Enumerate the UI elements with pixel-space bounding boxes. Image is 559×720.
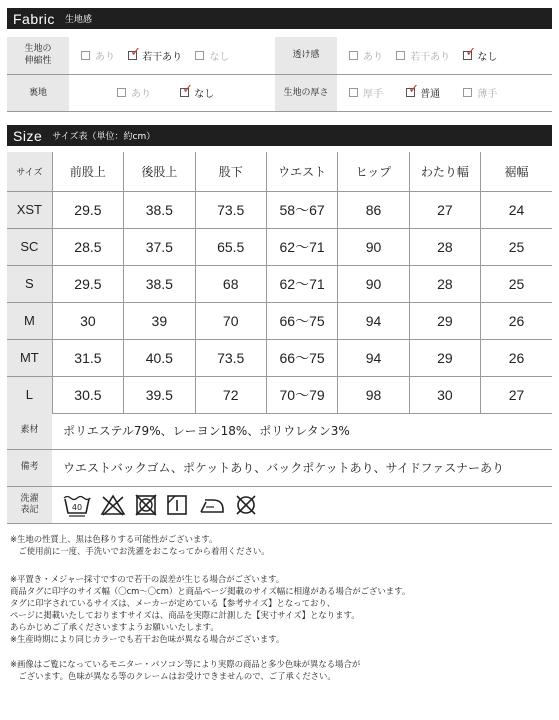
size-table-header-cell: サイズ (7, 152, 52, 191)
size-value-cell: 68 (195, 265, 266, 302)
size-value-cell: 30.5 (52, 376, 123, 413)
sheer-option-yes[interactable]: あり (349, 48, 383, 63)
no-bleach-icon (100, 494, 126, 516)
color-transfer-note: ※生地の性質上、黒は色移りする可能性がございます。 ご使用前に一度、手洗いでお洗濯をおこなってから着用ください。 (10, 534, 270, 556)
fabric-header-jp: 生地感 (64, 15, 92, 25)
stretch-options (69, 37, 275, 74)
size-header-en: Size (13, 127, 43, 144)
remarks-label: 備考 (7, 449, 52, 486)
size-value-cell: 26 (481, 302, 552, 339)
sheer-option-slight[interactable]: 若干あり (396, 48, 450, 63)
stretch-option-slight[interactable]: ✓ 若干あり (130, 44, 183, 63)
stretch-label: 生地の 伸縮性 (7, 37, 69, 74)
size-table-header-cell: 後股上 (124, 152, 195, 191)
size-value-cell: 98 (338, 376, 409, 413)
size-value-cell: 62〜71 (266, 265, 337, 302)
size-value-cell: 65.5 (195, 228, 266, 265)
size-table-row (7, 228, 552, 265)
size-table-header-cell: わたり幅 (409, 152, 480, 191)
size-value-cell: 28.5 (52, 228, 123, 265)
size-value-cell: 30 (409, 376, 480, 413)
size-value-cell: 72 (195, 376, 266, 413)
remarks-value: ウエストバックゴム、ポケットあり、バックポケットあり、サイドファスナーあり (52, 449, 552, 486)
sheer-options (337, 37, 552, 74)
size-value-cell: 31.5 (52, 339, 123, 376)
checkbox-icon (396, 51, 405, 60)
lining-option-no[interactable]: ✓ なし (182, 82, 215, 100)
info-table (7, 412, 552, 524)
no-tumble-dry-icon (135, 494, 157, 516)
thickness-option-thin[interactable]: 薄手 (463, 85, 497, 100)
thickness-label: 生地の厚さ (275, 74, 337, 111)
wash-40-icon (63, 493, 91, 517)
size-value-cell: 27 (409, 191, 480, 228)
size-label-cell: M (7, 302, 52, 339)
size-label-cell: XST (7, 191, 52, 228)
thickness-option-normal[interactable]: ✓ 普通 (408, 82, 441, 100)
checkbox-checked-icon: ✓ (182, 82, 194, 97)
checkbox-checked-icon: ✓ (465, 44, 477, 60)
size-table-row (7, 265, 552, 302)
monitor-color-note: ※画像はご覧になっているモニター・パソコン等により実際の商品と多少色味が異なる場合が ございます。色味が異なる等のクレームはお受けできませんので、ご了承ください。 (10, 659, 361, 681)
size-value-cell: 90 (338, 228, 409, 265)
size-value-cell: 28 (409, 265, 480, 302)
fabric-section-header (7, 8, 552, 29)
sheer-label: 透け感 (275, 37, 337, 74)
fabric-header-en: Fabric (13, 10, 55, 27)
size-section-header (7, 125, 552, 146)
checkbox-icon (195, 51, 204, 60)
size-value-cell: 38.5 (124, 191, 195, 228)
size-label-cell: SC (7, 228, 52, 265)
size-value-cell: 39.5 (124, 376, 195, 413)
checkbox-icon (349, 51, 358, 60)
size-table-row (7, 339, 552, 376)
size-value-cell: 70〜79 (266, 376, 337, 413)
size-value-cell: 70 (195, 302, 266, 339)
no-dry-clean-icon (234, 494, 258, 516)
size-table-row (7, 302, 552, 339)
size-value-cell: 62〜71 (266, 228, 337, 265)
iron-low-icon (197, 494, 225, 516)
size-value-cell: 29.5 (52, 265, 123, 302)
size-value-cell: 26 (481, 339, 552, 376)
size-value-cell: 90 (338, 265, 409, 302)
size-value-cell: 58〜67 (266, 191, 337, 228)
size-value-cell: 39 (124, 302, 195, 339)
size-value-cell: 37.5 (124, 228, 195, 265)
care-symbols (52, 486, 552, 523)
material-value: ポリエステル79%、レーヨン18%、ポリウレタン3% (52, 412, 552, 449)
size-value-cell: 66〜75 (266, 302, 337, 339)
wash-temp: 40 (71, 502, 83, 512)
stretch-option-no[interactable]: なし (195, 48, 229, 63)
size-table-row (7, 191, 552, 228)
size-table-header-cell: 前股上 (52, 152, 123, 191)
checkbox-checked-icon: ✓ (130, 44, 142, 60)
thickness-options (337, 74, 552, 111)
size-table-row (7, 376, 552, 413)
checkbox-checked-icon: ✓ (408, 82, 420, 97)
sheer-option-no[interactable]: ✓ なし (465, 44, 498, 63)
size-value-cell: 66〜75 (266, 339, 337, 376)
lining-label: 裏地 (7, 74, 69, 111)
size-table-header-row (7, 152, 552, 191)
size-table-header-cell: ウエスト (266, 152, 337, 191)
size-value-cell: 25 (481, 265, 552, 302)
lining-options (69, 74, 275, 111)
size-value-cell: 86 (338, 191, 409, 228)
size-value-cell: 38.5 (124, 265, 195, 302)
size-value-cell: 94 (338, 302, 409, 339)
size-table-header-cell: ヒップ (338, 152, 409, 191)
size-table-header-cell: 股下 (195, 152, 266, 191)
thickness-option-thick[interactable]: 厚手 (349, 85, 383, 100)
size-label-cell: S (7, 265, 52, 302)
size-value-cell: 25 (481, 228, 552, 265)
size-value-cell: 30 (52, 302, 123, 339)
size-label-cell: MT (7, 339, 52, 376)
checkbox-icon (349, 88, 358, 97)
lining-option-yes[interactable]: あり (117, 85, 151, 100)
size-value-cell: 27 (481, 376, 552, 413)
material-label: 素材 (7, 412, 52, 449)
stretch-option-yes[interactable]: あり (81, 48, 115, 63)
fabric-table (7, 37, 552, 112)
size-value-cell: 24 (481, 191, 552, 228)
measurement-note: ※平置き・メジャー採寸ですので若干の誤差が生じる場合がございます。 商品タグに印字のサイズ幅（〇cm〜〇cm）と商品ページ掲載のサイズ幅に相違がある場合がございます。 タグに印字されているサイズは、メーカーが定めている【参考サイズ】となっており、 ページに掲載いたしておりますサイズは、商品を実際に計測した【実寸サイズ】となります。 あらかじめご了承くださいますようお願いいたします。 ※生産時期により同じカラーでも若干お色味が異なる場合がございます。 (10, 574, 411, 644)
size-value-cell: 29 (409, 339, 480, 376)
size-value-cell: 29.5 (52, 191, 123, 228)
size-value-cell: 28 (409, 228, 480, 265)
size-value-cell: 73.5 (195, 191, 266, 228)
size-value-cell: 29 (409, 302, 480, 339)
size-table-header-cell: 裾幅 (481, 152, 552, 191)
size-label-cell: L (7, 376, 52, 413)
checkbox-icon (81, 51, 90, 60)
size-value-cell: 94 (338, 339, 409, 376)
size-table (7, 152, 552, 414)
checkbox-icon (463, 88, 472, 97)
size-value-cell: 73.5 (195, 339, 266, 376)
line-dry-shade-icon (166, 494, 188, 516)
care-label: 洗濯 表記 (7, 486, 52, 523)
size-header-jp: サイズ表（単位：約cm） (52, 132, 156, 142)
checkbox-icon (117, 88, 126, 97)
size-value-cell: 40.5 (124, 339, 195, 376)
